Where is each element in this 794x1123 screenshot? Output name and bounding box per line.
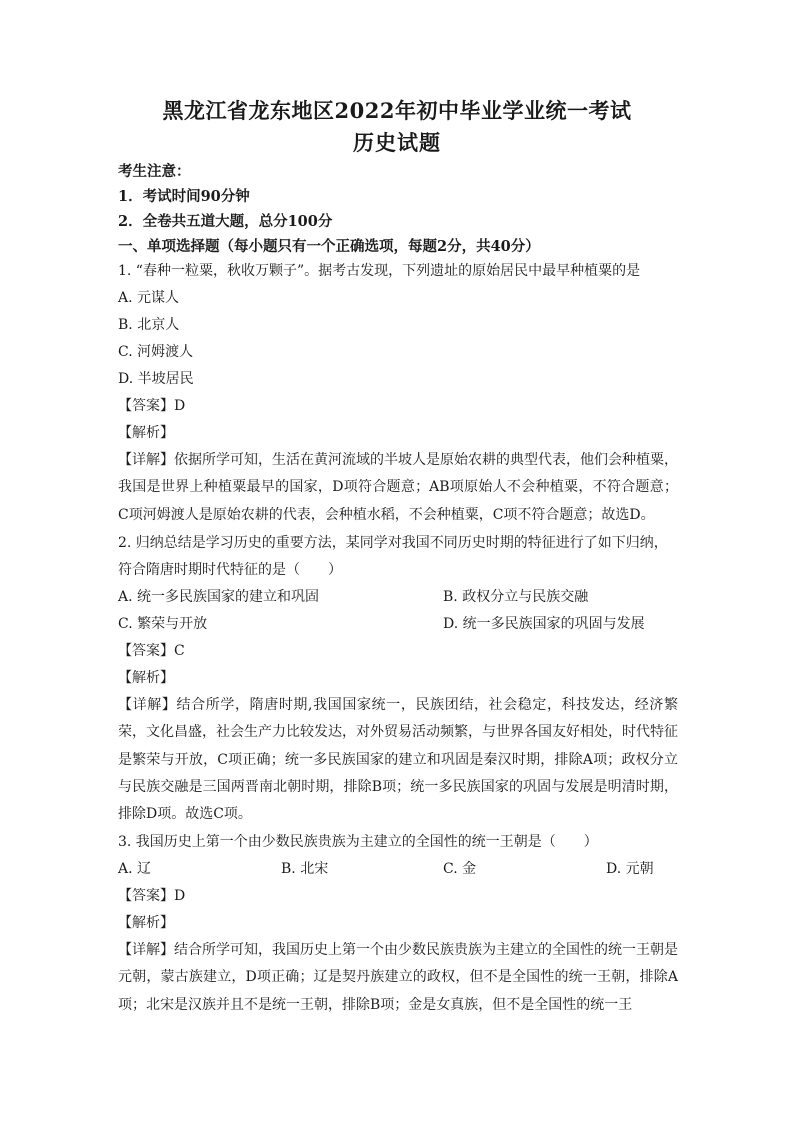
option-d: D. 半坡居民	[118, 371, 194, 387]
answer-label: 【答案】C	[118, 643, 185, 659]
option-c: C. 繁荣与开放	[118, 616, 208, 632]
exam-title: 黑龙江省龙东地区2022年初中毕业学业统一考试	[162, 98, 632, 123]
option-c: C. 河姆渡人	[118, 344, 194, 360]
option-c: C. 金	[443, 861, 477, 877]
option-b: B. 北京人	[118, 317, 180, 333]
detail-paragraph: 【详解】结合所学可知，我国历史上第一个由少数民族贵族为主建立的全国性的统一王朝是元朝，蒙古族建立，D项正确；辽是契丹族建立的政权，但不是全国性的统一王朝，排除A项；北宋是汉族并且不是统一王朝，排除B项；金是女真族，但不是全国性的统一王	[118, 942, 678, 1013]
exam-subtitle: 历史试题	[353, 130, 441, 155]
option-d: D. 元朝	[606, 861, 654, 877]
option-a: A. 元谋人	[118, 290, 180, 306]
question-stem-line-2: 符合隋唐时期时代特征的是（ ）	[118, 562, 342, 578]
option-b: B. 北宋	[281, 861, 329, 877]
analysis-label: 【解析】	[118, 915, 174, 931]
notice-item-time: 1．考试时间90分钟	[118, 188, 250, 205]
option-d: D. 统一多民族国家的巩固与发展	[443, 616, 645, 632]
answer-label: 【答案】D	[118, 398, 186, 414]
question-stem-line-1: 2. 归纳总结是学习历史的重要方法，某同学对我国不同历史时期的特征进行了如下归纳，	[118, 535, 668, 551]
section-heading: 一、单项选择题（每小题只有一个正确选项，每题2分，共40分）	[118, 238, 540, 255]
option-a: A. 辽	[118, 861, 152, 877]
question-stem: 1. “春种一粒粟，秋收万颗子”。据考古发现，下列遗址的原始居民中最早种植粟的是	[118, 263, 641, 279]
detail-paragraph: 【详解】结合所学，隋唐时期,我国国家统一，民族团结，社会稳定，科技发达，经济繁荣，文化昌盛，社会生产力比较发达，对外贸易活动频繁，与世界各国友好相处，时代特征是繁荣与开放，C项正确；统一多民族国家的建立和巩固是秦汉时期，排除A项；政权分立与民族交融是三国两晋南北朝时期，排除B项；统一多民族国家的巩固与发展是明清时期，排除D项。故选C项。	[118, 697, 678, 823]
option-a: A. 统一多民族国家的建立和巩固	[118, 589, 320, 605]
notice-heading: 考生注意：	[118, 163, 191, 180]
question-stem: 3. 我国历史上第一个由少数民族贵族为主建立的全国性的统一王朝是（ ）	[118, 834, 598, 850]
option-b: B. 政权分立与民族交融	[443, 589, 589, 605]
analysis-label: 【解析】	[118, 425, 174, 441]
detail-paragraph: 【详解】依据所学可知，生活在黄河流域的半坡人是原始农耕的典型代表，他们会种植粟，我国是世界上种植粟最早的国家，D项符合题意；AB项原始人不会种植粟，不符合题意；C项河姆渡人是原始农耕的代表，会种植水稻，不会种植粟，C项不符合题意；故选D。	[118, 452, 678, 523]
answer-label: 【答案】D	[118, 888, 186, 904]
analysis-label: 【解析】	[118, 670, 174, 686]
notice-item-score: 2．全卷共五道大题，总分100分	[118, 213, 333, 230]
